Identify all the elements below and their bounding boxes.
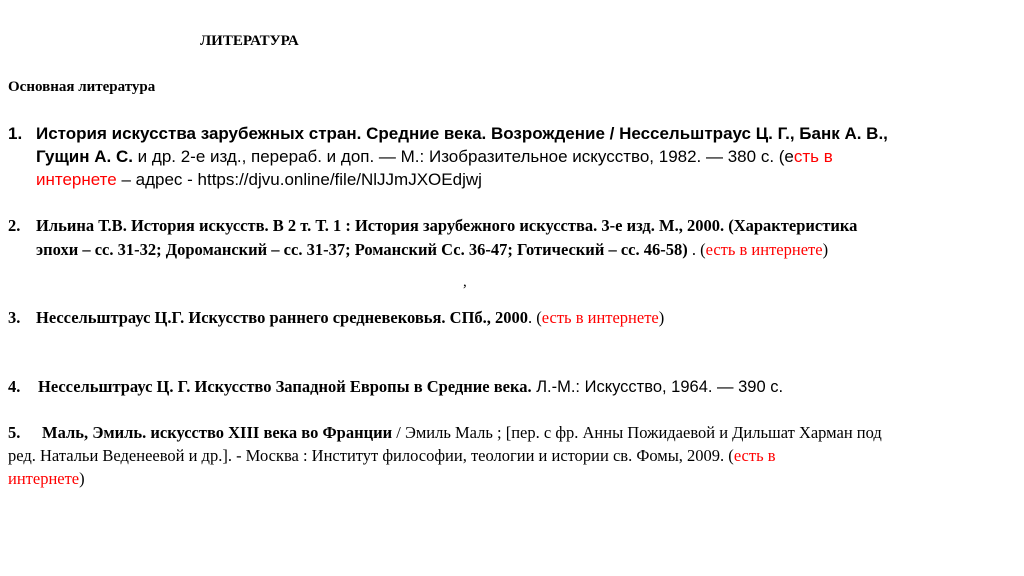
item-5-line-3 [8,469,85,489]
item-2-sep: . ( [687,240,706,259]
item-1-number: 1. [8,124,23,143]
item-5-line-2 [8,446,776,466]
item-5-title: Маль, Эмиль. искусство XIII века во Франции [42,423,393,442]
section-heading: Основная литература [8,79,156,95]
item-3-line [36,308,664,328]
item-1-title: История искусства зарубежных стран. Средние века. Возрождение / Нессельштраус Ц. Г., Банк А. В., [36,124,888,143]
item-1-online-note-2: интернете [36,170,117,189]
item-1-online-note: сть в [793,147,833,166]
item-4-number: 4. [8,377,21,396]
item-3-close: ) [658,308,665,327]
item-2-close: ) [822,240,829,259]
item-5-online-note-2: интернете [8,469,80,488]
item-2-line-2 [36,240,828,260]
item-1-authors-tail: Гущин А. С. [36,147,133,166]
item-2-online-note: есть в интернете [705,240,823,259]
item-1-url[interactable]: – адрес - https://djvu.online/file/NlJJmJXOEdjwj [116,170,482,189]
item-5-online-note: есть в [733,446,776,465]
item-1-publication: и др. 2-е изд., перераб. и доп. — М.: Изобразительное искусство, 1982. — 380 с. (е [132,147,794,166]
item-3-sep: . ( [528,308,542,327]
item-2-number: 2. [8,216,21,235]
item-5-publication: ред. Натальи Веденеевой и др.]. - Москва : Институт философии, теологии и истории св. Фомы, 2009. ( [8,446,734,465]
item-5-translators: / Эмиль Маль ; [пер. с фр. Анны Пожидаевой и Дильшат Харман под [392,423,882,442]
item-2-line-1: Ильина Т.В. История искусств. В 2 т. Т. 1 : История зарубежного искусства. 3-е изд. М., 2000. (Характеристика [36,216,858,235]
item-1-line-3 [36,170,482,190]
item-4-publication: Л.-М.: Искусство, 1964. — 390 с. [531,378,784,396]
item-3-title: Нессельштраус Ц.Г. Искусство раннего средневековья. СПб., 2000 [36,308,529,327]
page-title: ЛИТЕРАТУРА [200,33,299,49]
item-2-contents: эпохи – сс. 31-32; Дороманский – сс. 31-37; Романский Сс. 36-47; Готический – сс. 46-58) [36,240,688,259]
item-1-line-2 [36,147,833,167]
item-5-close: ) [79,469,85,488]
item-5-line-1 [42,423,882,443]
stray-comma: , [463,274,467,290]
item-4-line [38,377,783,397]
item-3-number: 3. [8,308,21,327]
item-4-title: Нессельштраус Ц. Г. Искусство Западной Европы в Средние века. [38,377,532,396]
item-5-number: 5. [8,423,21,442]
item-3-online-note: есть в интернете [541,308,659,327]
